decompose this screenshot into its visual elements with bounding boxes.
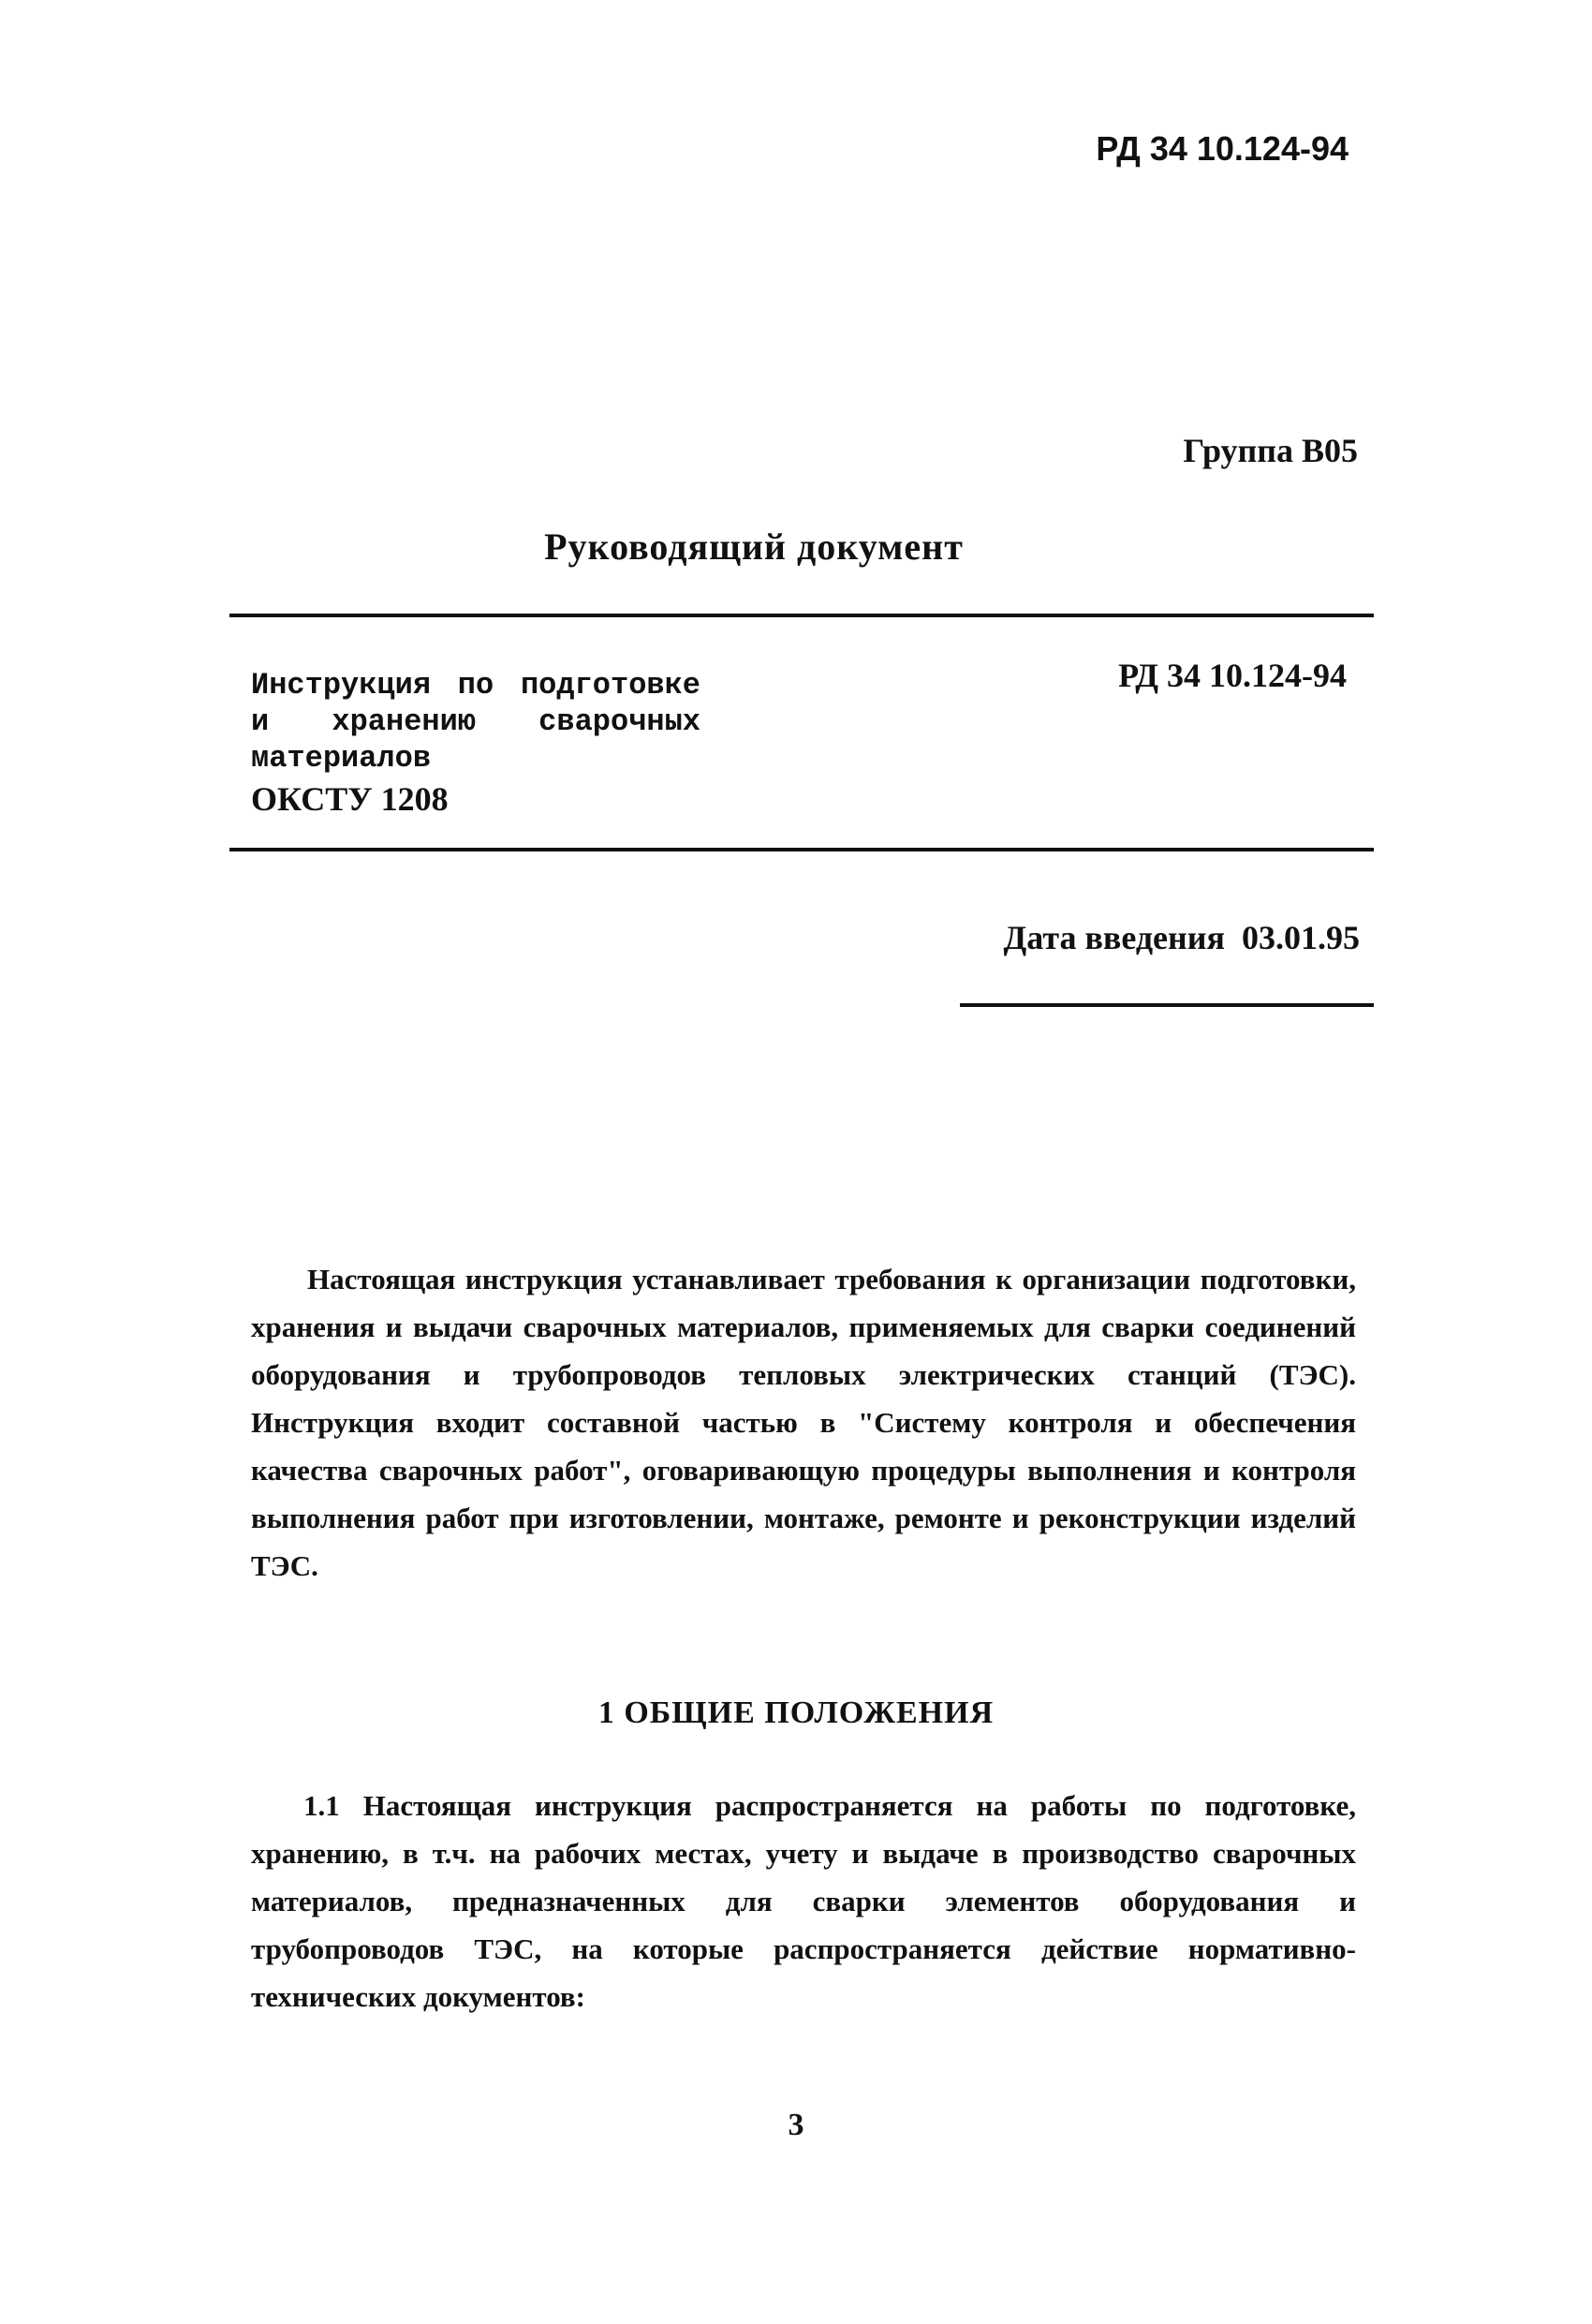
intro-paragraph: Настоящая инструкция устанавливает требования к организации подготовки, хранения и выдачи сварочных материалов, применяемых для сварки соединений оборудования и трубопроводов тепловых электрических станций (ТЭС). Инструкция входит составной частью в "Систему контроля и обеспечения качества сварочных работ", оговаривающую процедуры выполнения и контроля выполнения работ при изготовлении, монтаже, ремонте и реконструкции изделий ТЭС.	[251, 1263, 1356, 1582]
document-code-right: РД 34 10.124-94	[1118, 657, 1347, 694]
document-title-block	[251, 667, 700, 820]
paragraph-1-1: 1.1 Настоящая инструкция распространяется на работы по подготовке, хранению, в т.ч. на рабочих местах, учету и выдаче в производство сварочных материалов, предназначенных для сварки элементов оборудования и трубопроводов ТЭС, на которые распространяется действие нормативно-технических документов:	[251, 1789, 1356, 2013]
title-line-1: Инструкция по подготовке	[251, 668, 700, 703]
divider-middle	[229, 848, 1374, 851]
date-value: 03.01.95	[1242, 919, 1360, 956]
oksty-code: ОКСТУ 1208	[251, 780, 449, 818]
document-code-top: РД 34 10.124-94	[1096, 129, 1349, 168]
introduction-date	[1004, 918, 1361, 957]
section-heading: 1 ОБЩИЕ ПОЛОЖЕНИЯ	[597, 1695, 995, 1730]
document-type-heading: Руководящий документ	[544, 525, 964, 568]
divider-top	[229, 614, 1374, 617]
title-line-2: и хранению сварочных	[251, 704, 700, 739]
group-label: Группа В05	[1183, 432, 1358, 469]
date-label: Дата введения	[1003, 919, 1225, 956]
page-number: 3	[788, 2108, 804, 2142]
title-line-3: материалов	[251, 741, 432, 776]
divider-date	[960, 1003, 1374, 1007]
